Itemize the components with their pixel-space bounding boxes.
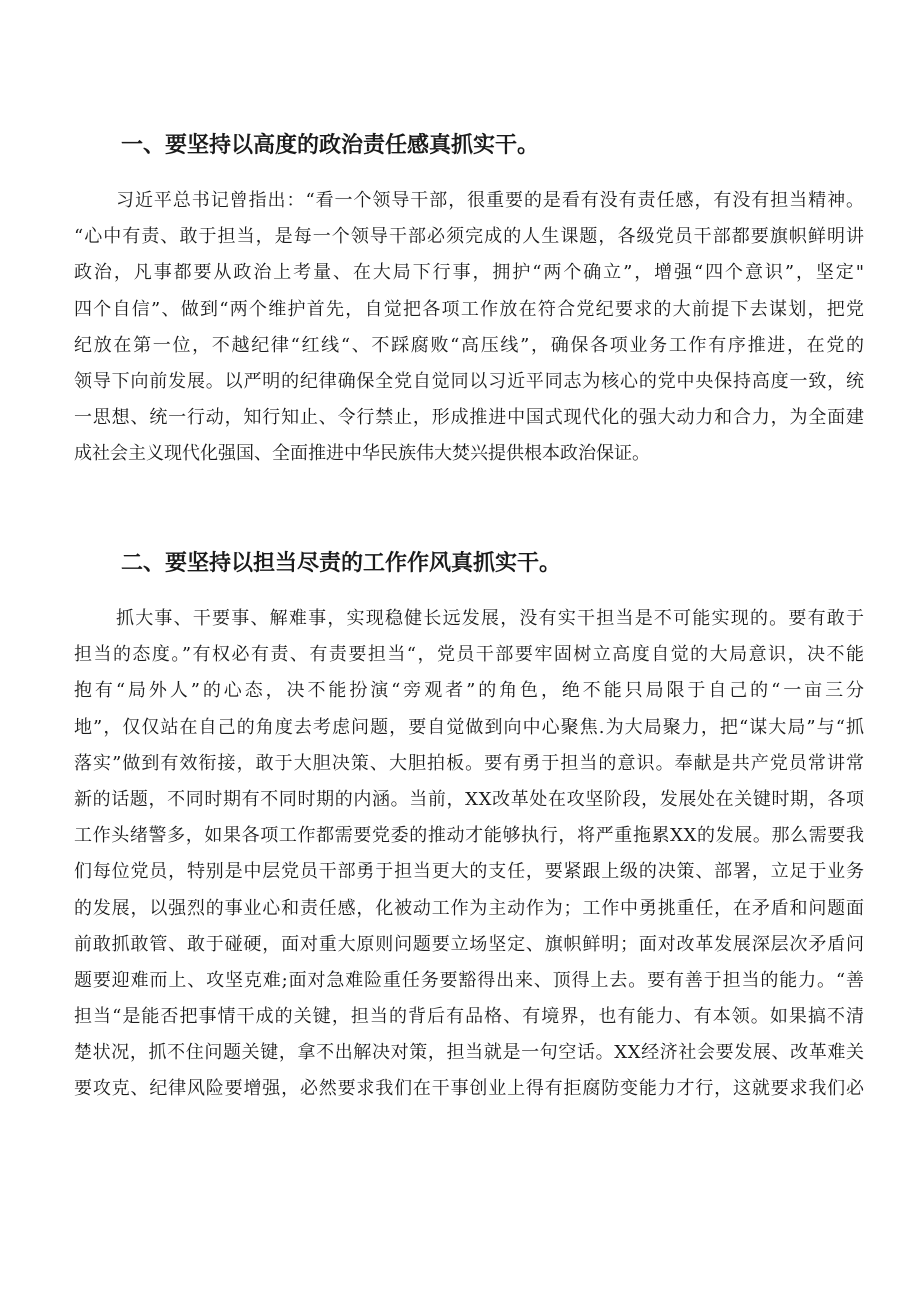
text-line: “心中有责、敢于担当，是每一个领导干部必须完成的人生课题，各级党员干部都要旗帜鲜明讲 bbox=[74, 226, 866, 248]
section-heading-1: 一、要坚持以高度的政治责任感真抓实干。 bbox=[121, 133, 540, 158]
text-line: 担当“是能否把事情干成的关键，担当的背后有品格、有境界，也有能力、有本领。如果搞不清 bbox=[74, 1006, 866, 1028]
text-line: 的发展，以强烈的事业心和责任感，化被动工作为主动作为；工作中勇挑重任，在矛盾和问题面 bbox=[74, 897, 865, 919]
text-line: 政治，凡事都要从政治上考量、在大局下行事，拥护“两个确立”，增强“四个意识”，坚定" bbox=[74, 262, 866, 284]
text-line: 新的话题，不同时期有不同时期的内涵。当前，XX改革处在攻坚阶段，发展处在关键时期，各项 bbox=[74, 788, 865, 810]
text-line: 纪放在第一位，不越纪律“红线“、不踩腐败“高压线”，确保各项业务工作有序推进，在党的 bbox=[74, 334, 866, 356]
text-line: 领导下向前发展。以严明的纪律确保全党自觉同以习近平同志为核心的党中央保持高度一致，统 bbox=[74, 370, 865, 392]
text-line: 们每位党员，特别是中层党员干部勇于担当更大的支任，要紧跟上级的决策、部署，立足于业务 bbox=[74, 861, 865, 883]
text-line: 习近平总书记曾指出：“看一个领导干部，很重要的是看有没有责任感，有没有担当精神。 bbox=[116, 190, 865, 211]
section-body-2 bbox=[74, 607, 867, 1114]
text-line: 抓大事、干要事、解难事，实现稳健长远发展，没有实干担当是不可能实现的。要有敢于 bbox=[116, 608, 866, 629]
text-line: 前敢抓敢管、敢于碰硬，面对重大原则问题要立场坚定、旗帜鲜明；面对改革发展深层次矛盾问 bbox=[74, 933, 865, 955]
text-line: 一思想、统一行动，知行知止、令行禁止，形成推进中国式现代化的强大动力和合力，为全面建 bbox=[74, 407, 865, 429]
text-line: 落实”做到有效衔接，敢于大胆决策、大胆拍板。要有勇于担当的意识。奉献是共产党员常讲常 bbox=[74, 752, 866, 774]
text-line: 楚状况，抓不住问题关键，拿不出解决对策，担当就是一句空话。XX经济社会要发展、改革难关 bbox=[74, 1042, 865, 1064]
section-body-1 bbox=[74, 189, 864, 479]
text-line: 担当的态度。”有权必有责、有责要担当“，党员干部要牢固树立高度自觉的大局意识，决不能 bbox=[74, 644, 866, 666]
text-line: 题要迎难而上、攻坚克难;面对急难险重任务要豁得出来、顶得上去。要有善于担当的能力。“善 bbox=[74, 969, 865, 991]
text-line: 地”，仅仅站在自己的角度去考虑问题，要自觉做到向中心聚焦.为大局聚力，把“谋大局”与“抓 bbox=[74, 716, 866, 738]
text-line: 四个自信”、做到“两个维护首先，自觉把各项工作放在符合党纪要求的大前提下去谋划，把党 bbox=[74, 298, 866, 320]
text-line: 成社会主义现代化强国、全面推进中华民族伟大焚兴提供根本政治保证。 bbox=[74, 443, 650, 465]
text-line: 要攻克、纪律风险要增强，必然要求我们在干事创业上得有拒腐防变能力才行，这就要求我们必 bbox=[74, 1078, 865, 1100]
section-heading-2: 二、要坚持以担当尽责的工作作风真抓实干。 bbox=[121, 551, 562, 576]
text-line: 抱有“局外人”的心态，决不能扮演“旁观者”的角色，绝不能只局限于自己的“一亩三分 bbox=[74, 680, 867, 702]
text-line: 工作头绪警多，如果各项工作都需要党委的推动才能够执行，将严重拖累XX的发展。那么需要我 bbox=[74, 825, 865, 847]
